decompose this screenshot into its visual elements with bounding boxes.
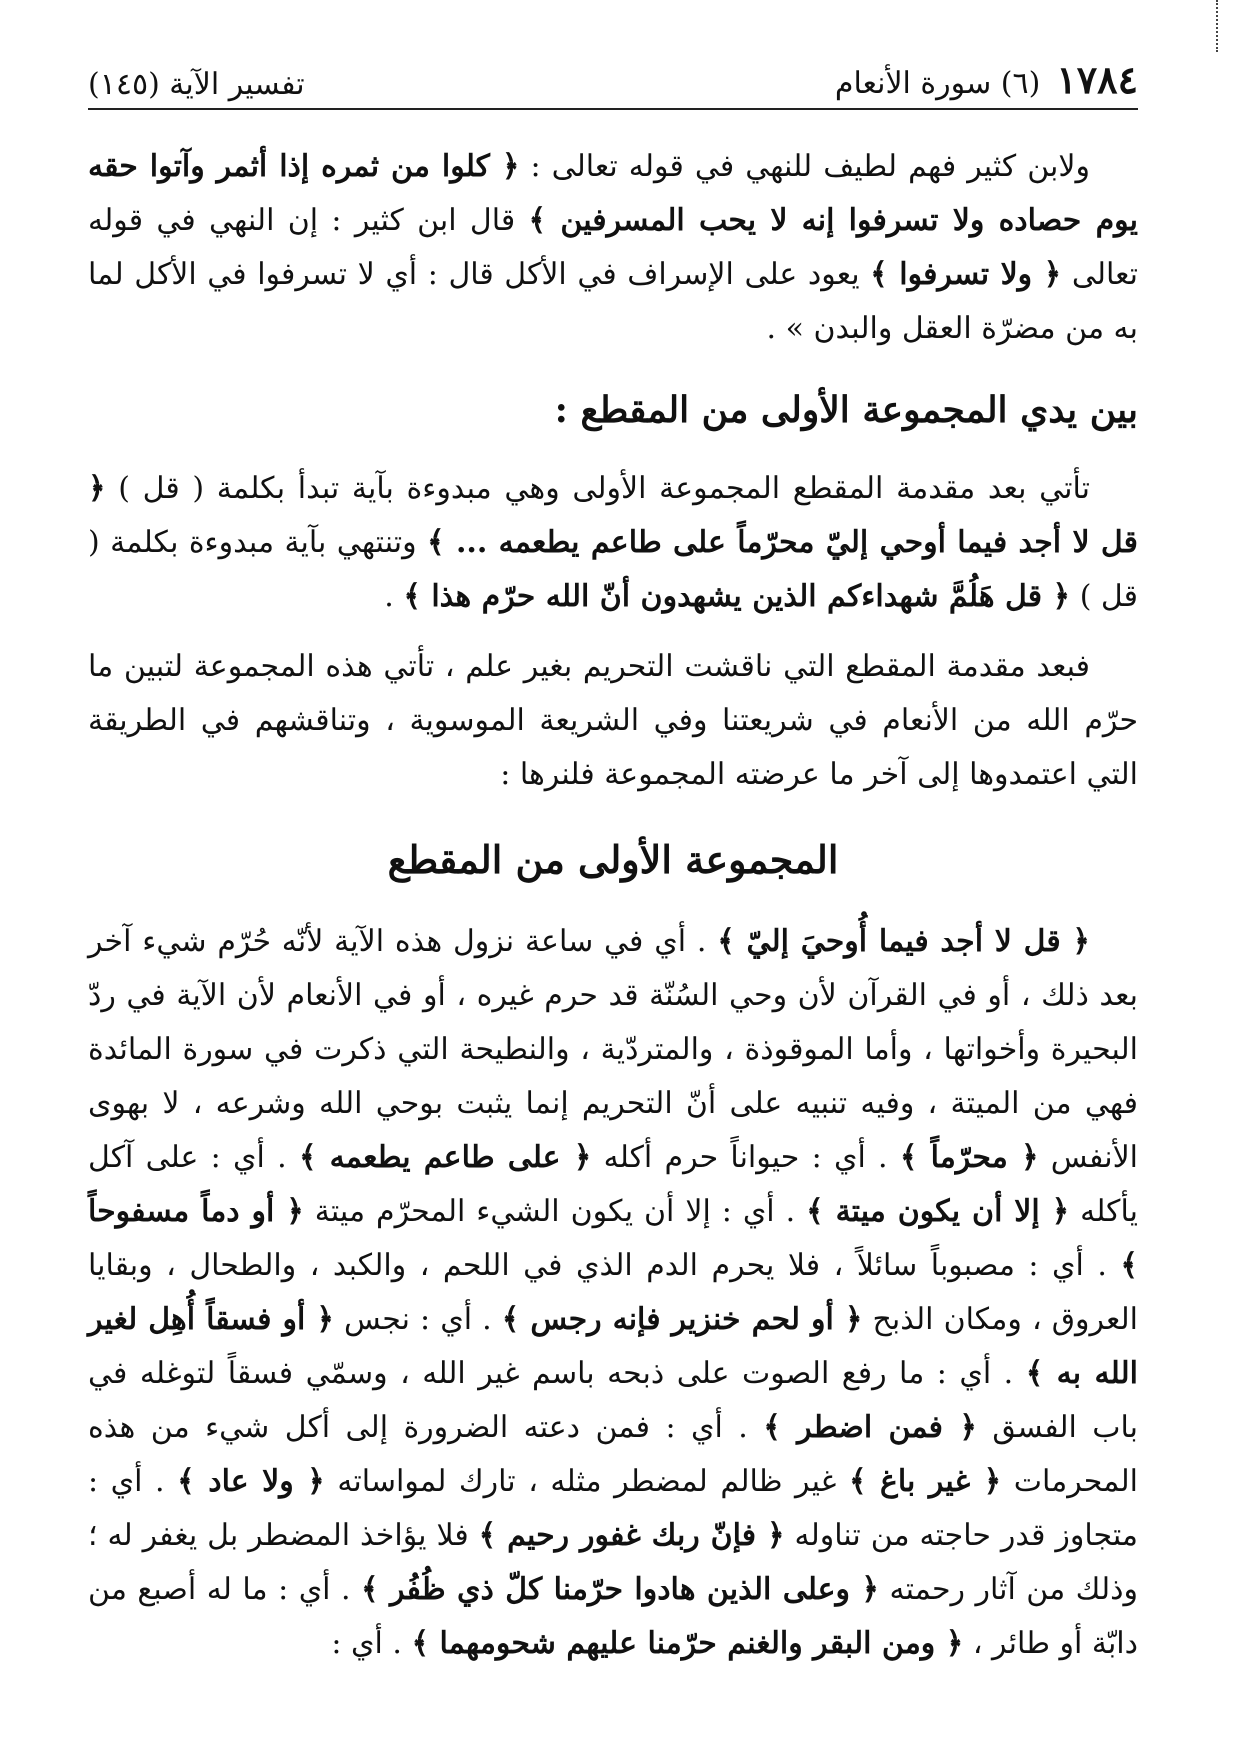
p4-text-k: فلا يؤاخذ المضطر بل يغفر له ؛ وذلك من آثار رحمته xyxy=(88,1518,1138,1607)
section-heading-1: بين يدي المجموعة الأولى من المقطع : xyxy=(554,389,1138,431)
p4-text-b: . أي : حيواناً حرم أكله xyxy=(603,1140,888,1175)
p4-quran-10: ﴿ ولا عاد ﴾ xyxy=(177,1464,325,1499)
page-number: ١٧٨٤ xyxy=(1056,57,1138,102)
surah-name: (٦) سورة الأنعام xyxy=(834,66,1041,101)
p4-text-g: . أي : ما رفع الصوت على ذبحه باسم غير الله ، وسمّي فسقاً لتوغله في باب الفسق xyxy=(88,1356,1139,1445)
margin-mark xyxy=(1213,0,1218,52)
paragraph-4 xyxy=(88,915,1138,1671)
page-header xyxy=(88,42,1138,110)
p4-quran-2: ﴿ محرّماً ﴾ xyxy=(899,1140,1039,1175)
header-right xyxy=(835,57,1138,102)
paragraph-1 xyxy=(88,140,1138,356)
p4-quran-12: ﴿ وعلى الذين هادوا حرّمنا كلّ ذي ظُفُر ﴾ xyxy=(361,1572,880,1607)
paragraph-3 xyxy=(88,640,1138,802)
p4-text-c: . أي : على آكل يأكله xyxy=(88,1140,1138,1229)
p4-quran-5: ﴿ أو دماً مسفوحاً ﴾ xyxy=(88,1194,1138,1283)
paragraph-2 xyxy=(88,462,1138,624)
p4-text-j: . أي : متجاوز قدر حاجته من تناوله xyxy=(88,1464,1138,1553)
p2-text-c: . xyxy=(384,579,394,614)
p4-text-e: . أي : مصبوباً سائلاً ، فلا يحرم الدم الذي في اللحم ، والكبد ، والطحال ، وبقايا العروق ، ومكان الذبح xyxy=(88,1248,1138,1337)
p4-text-h: . أي : فمن دعته الضرورة إلى أكل شيء من هذه المحرمات xyxy=(88,1410,1138,1499)
p4-quran-13: ﴿ ومن البقر والغنم حرّمنا عليهم شحومهما ﴾ xyxy=(411,1626,964,1661)
section-heading-1-wrap xyxy=(88,380,1138,440)
p2-text-a: تأتي بعد مقدمة المقطع المجموعة الأولى وهي مبدوءة بآية تبدأ بكلمة ( قل ) xyxy=(118,471,1090,506)
p4-text-i: غير ظالم لمضطر مثله ، تارك لمواساته xyxy=(337,1464,837,1499)
p4-text-l: . أي : ما له أصبع من دابّة أو طائر ، xyxy=(88,1572,1138,1661)
p2-text-b: وتنتهي بآية مبدوءة بكلمة ( قل ) xyxy=(88,525,1138,614)
p4-quran-1: ﴿ قل لا أجد فيما أُوحيَ إليّ ﴾ xyxy=(717,924,1090,959)
p4-quran-7: ﴿ أو فسقاً أُهِل لغير الله به ﴾ xyxy=(88,1302,1138,1391)
section-heading-2: المجموعة الأولى من المقطع xyxy=(387,837,839,882)
p1-text-c: يعود على الإسراف في الأكل قال : أي لا تسرفوا في الأكل لما به من مضرّة العقل والبدن » . xyxy=(88,257,1138,346)
p4-quran-3: ﴿ على طاعم يطعمه ﴾ xyxy=(298,1140,592,1175)
p4-quran-6: ﴿ أو لحم خنزير فإنه رجس ﴾ xyxy=(501,1302,863,1337)
p4-quran-4: ﴿ إلا أن يكون ميتة ﴾ xyxy=(806,1194,1070,1229)
p4-text-d: . أي : إلا أن يكون الشيء المحرّم ميتة xyxy=(314,1194,796,1229)
section-heading-2-wrap xyxy=(88,830,1138,890)
p4-quran-9: ﴿ غير باغ ﴾ xyxy=(848,1464,1002,1499)
p4-quran-11: ﴿ فإنّ ربك غفور رحيم ﴾ xyxy=(478,1518,785,1553)
p4-text-m: . أي : xyxy=(331,1626,402,1661)
p2-quran-1: ﴿ قل لا أجد فيما أوحي إليّ محرّماً على طاعم يطعمه ... ﴾ xyxy=(88,471,1138,560)
p4-quran-8: ﴿ فمن اضطر ﴾ xyxy=(763,1410,977,1445)
p3-text: فبعد مقدمة المقطع التي ناقشت التحريم بغير علم ، تأتي هذه المجموعة لتبين ما حرّم الله من الأنعام في شريعتنا وفي الشريعة الموسوية ، وتناقشهم في الطريقة التي اعتمدوها إلى آخر ما عرضته المجموعة فلنرها : xyxy=(88,649,1138,792)
p2-quran-2: ﴿ قل هَلُمَّ شهداءكم الذين يشهدون أنّ الله حرّم هذا ﴾ xyxy=(403,579,1071,614)
p1-text-a: ولابن كثير فهم لطيف للنهي في قوله تعالى : xyxy=(530,149,1090,184)
p4-text-a: . أي في ساعة نزول هذه الآية لأنّه حُرّم شيء آخر بعد ذلك ، أو في القرآن لأن وحي السُنّة قد حرم غيره ، أو في الأنعام لأن الآية في ردّ البحيرة وأخواتها ، وأما الموقوذة ، والمتردّية ، والنطيحة التي ذكرت في سورة المائدة فهي من الميتة ، وفيه تنبيه على أنّ التحريم إنما يثبت بوحي الله وشرعه ، لا بهوى الأنفس xyxy=(88,924,1139,1175)
p4-text-f: . أي : نجس xyxy=(344,1302,492,1337)
p1-quran-1: ﴿ كلوا من ثمره إذا أثمر وآتوا حقه يوم حصاده ولا تسرفوا إنه لا يحب المسرفين ﴾ xyxy=(88,149,1138,238)
tafsir-label: تفسير الآية (١٤٥) xyxy=(88,67,305,102)
p1-quran-2: ﴿ ولا تسرفوا ﴾ xyxy=(870,257,1062,292)
p1-text-b: قال ابن كثير : إن النهي في قوله تعالى xyxy=(88,203,1138,292)
